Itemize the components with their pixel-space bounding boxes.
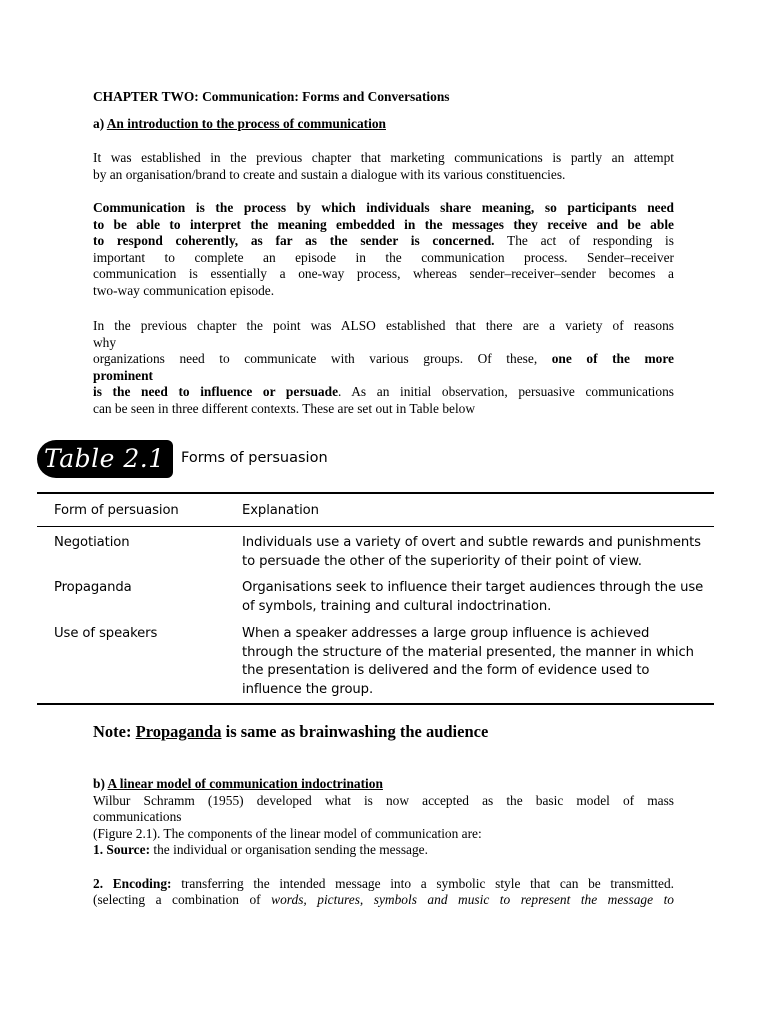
table-cell-explanation [242,579,703,616]
table-cell-form: Propaganda [54,580,132,595]
table-cell-form: Use of speakers [54,626,158,641]
table-cell-explanation [242,625,694,699]
paragraph-line: communications [93,809,182,825]
table-cell-explanation [242,534,701,571]
plain-text: . As an initial observation, persuasive communications [338,384,674,400]
bold-text: to respond coherently, as far as the sender is concerned. [93,233,495,249]
section-b-title: A linear model of communication indoctrination [107,776,383,791]
paragraph-line: to be able to interpret the meaning embedded in the messages they receive and be able [93,216,674,232]
paragraph-line: prominent [93,367,154,383]
list-item [93,876,674,893]
plain-text: The act of responding is [507,233,674,249]
paragraph-line: two-way communication episode. [93,282,275,298]
paragraph-line: by an organisation/brand to create and sustain a dialogue with its various constituencies. [93,166,566,182]
paragraph-line [93,384,674,401]
table-badge-label: Table 2.1 [44,444,165,473]
paragraph-line [93,233,674,250]
table-cell-line: Organisations seek to influence their target audiences through the use [242,580,704,595]
table-top-rule [37,492,714,494]
list-item-text: transferring the intended message into a symbolic style that can be transmitted. [181,875,674,891]
paragraph-line: communication is essentially a one-way process, whereas sender–receiver–sender becomes a [93,266,674,282]
section-a-title: An introduction to the process of communication [106,116,386,131]
list-item-label: 1. Source: [93,842,151,858]
note-text: is same as brainwashing the audience [225,722,489,741]
section-a-heading [93,116,386,133]
paragraph-line: important to complete an episode in the communication process. Sender–receiver [93,249,674,265]
paragraph-definition [93,200,674,300]
table-header-explanation: Explanation [242,503,319,518]
section-b [93,776,674,909]
paragraph-persuasion [93,318,674,418]
table-cell-line: through the structure of the material presented, the manner in which [242,644,694,660]
section-b-marker: b) [93,776,105,791]
plain-text: (selecting a combination of [93,892,261,908]
paragraph-line [93,892,674,909]
section-a-marker: a) [93,116,105,131]
italic-text: words, pictures, symbols and music to represent the message to [271,892,674,908]
table-cell-line: Individuals use a variety of overt and subtle rewards and punishments [242,535,701,550]
paragraph-line: Wilbur Schramm (1955) developed what is now accepted as the basic model of mass [93,792,674,808]
table-cell-line: the presentation is delivered and the form of evidence used to [242,663,650,679]
bold-text: is the need to influence or persuade [93,384,339,400]
note-line [93,722,488,742]
paragraph-line [93,351,674,368]
paragraph-line: In the previous chapter the point was ALSO established that there are a variety of reasons [93,318,674,333]
table-header-form: Form of persuasion [54,503,179,518]
note-label: Note: [93,722,132,741]
blank-line [93,859,674,876]
paragraph-intro [93,150,674,183]
table-cell-line: of symbols, training and cultural indoctrination. [242,598,552,614]
list-item [93,842,674,859]
paragraph-line: can be seen in three different contexts. These are set out in Table below [93,400,476,416]
chapter-title: CHAPTER TWO: Communication: Forms and Conversations [93,89,450,104]
list-item-text: the individual or organisation sending the message. [153,842,428,858]
table-caption: Forms of persuasion [181,450,328,466]
paragraph-line: It was established in the previous chapter that marketing communications is partly an attempt [93,150,674,165]
bold-text: one of the more [551,351,674,367]
section-b-heading [93,776,674,793]
note-term: Propaganda [135,722,222,741]
paragraph-line: Communication is the process by which individuals share meaning, so participants need [93,200,674,215]
table-cell-form: Negotiation [54,535,130,550]
table-cell-line: to persuade the other of the superiority of their point of view. [242,553,642,569]
list-item-label: 2. Encoding: [93,875,172,891]
table-cell-line: When a speaker addresses a large group influence is achieved [242,626,650,641]
paragraph-line: (Figure 2.1). The components of the linear model of communication are: [93,825,482,841]
plain-text: organizations need to communicate with various groups. Of these, [93,351,538,367]
table-cell-line: influence the group. [242,681,374,697]
table-header-rule [37,526,714,527]
table-bottom-rule [37,703,714,705]
paragraph-line: why [93,334,117,350]
